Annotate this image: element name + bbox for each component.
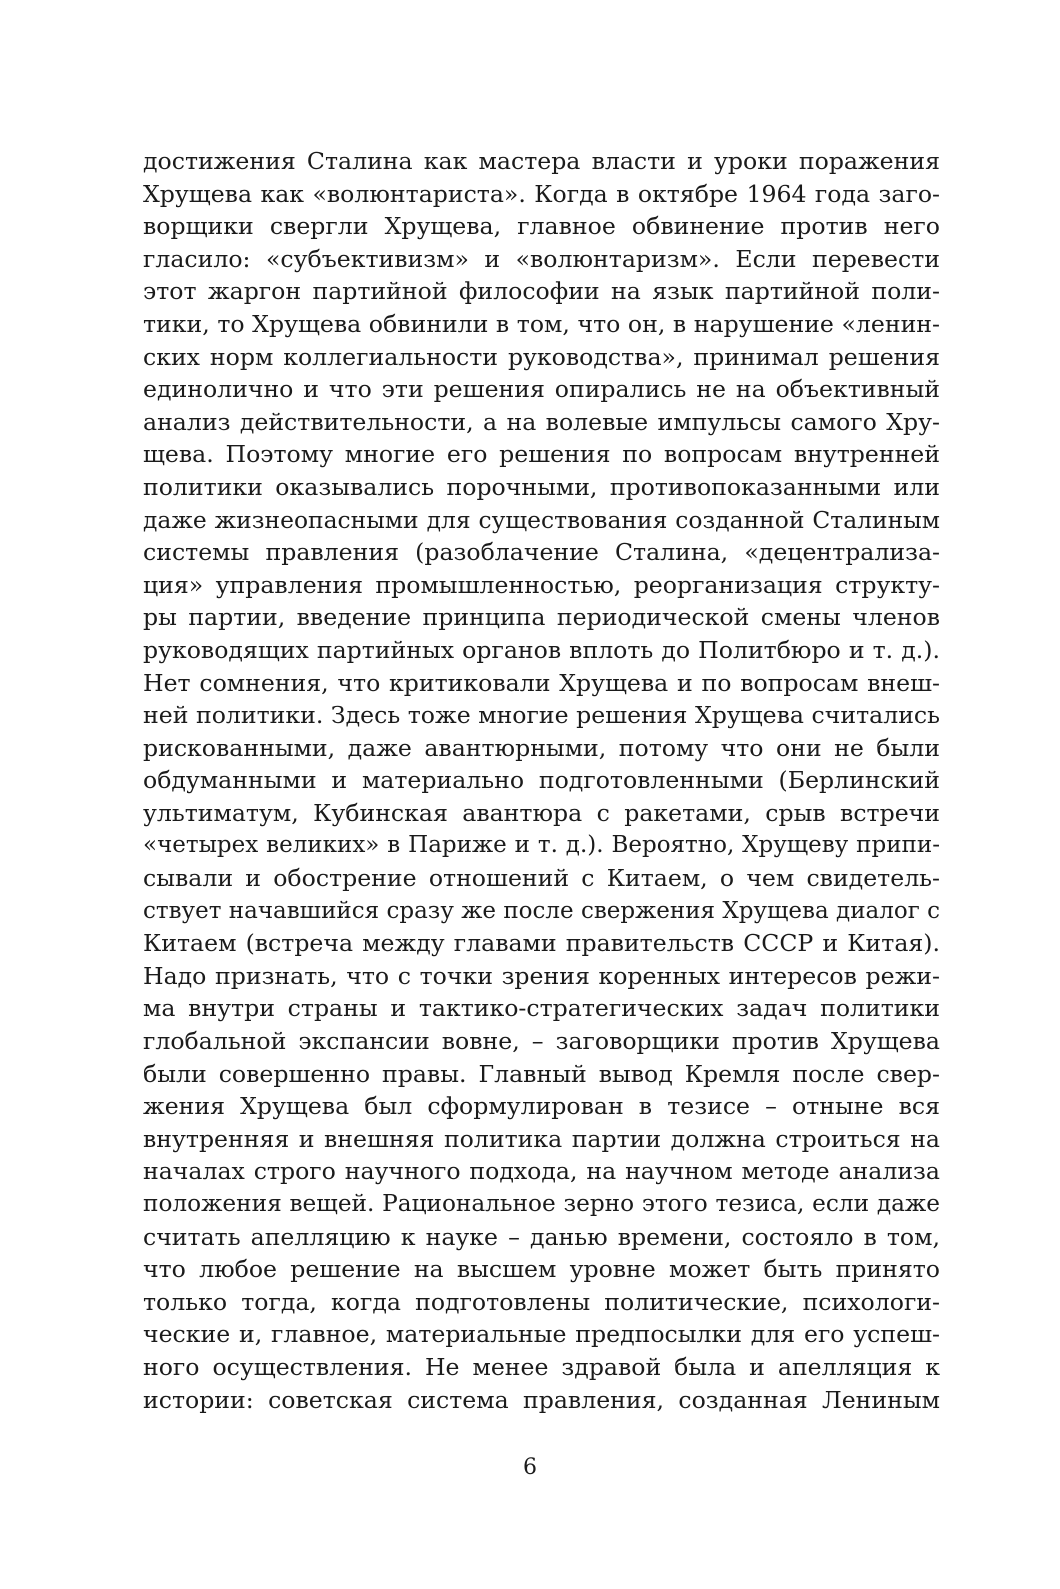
text-line: Хрущева как «волюнтариста». Когда в октябре 1964 года заго-	[143, 179, 940, 208]
text-line: щева. Поэтому многие его решения по вопросам внутренней	[143, 440, 940, 469]
text-line: Китаем (встреча между главами правительств СССР и Китая).	[143, 929, 940, 958]
text-line: гласило: «субъективизм» и «волюнтаризм». Если перевести	[143, 244, 940, 273]
text-line: политики оказывались порочными, противопоказанными или	[143, 472, 940, 501]
text-line: руководящих партийных органов вплоть до Политбюро и т. д.).	[143, 635, 940, 664]
text-line: что любое решение на высшем уровне может быть принято	[143, 1255, 940, 1284]
page-number: 6	[523, 1455, 537, 1480]
text-line: достижения Сталина как мастера власти и уроки поражения	[143, 147, 940, 175]
text-line: тики, то Хрущева обвинили в том, что он, в нарушение «ленин-	[143, 309, 940, 338]
text-line: были совершенно правы. Главный вывод Кремля после свер-	[143, 1059, 940, 1088]
text-line: системы правления (разоблачение Сталина, «децентрализа-	[143, 538, 940, 567]
page-body-text	[143, 145, 940, 1416]
text-line: жения Хрущева был сформулирован в тезисе – отныне вся	[143, 1092, 940, 1121]
text-line: считать апелляцию к науке – данью времени, состояло в том,	[143, 1222, 940, 1251]
text-line: ма внутри страны и тактико-стратегических задач политики	[143, 994, 940, 1023]
text-line: началах строго научного подхода, на научном методе анализа	[143, 1157, 940, 1186]
text-line: даже жизнеопасными для существования созданной Сталиным	[143, 505, 940, 534]
text-line: внутренняя и внешняя политика партии должна строиться на	[143, 1124, 940, 1153]
text-line: ческие и, главное, материальные предпосылки для его успеш-	[143, 1320, 940, 1349]
text-line: рискованными, даже авантюрными, потому что они не были	[143, 733, 940, 762]
text-line: ры партии, введение принципа периодической смены членов	[143, 603, 940, 632]
text-line: единолично и что эти решения опирались не на объективный	[143, 375, 940, 404]
text-line: только тогда, когда подготовлены политические, психологи-	[143, 1287, 940, 1316]
text-line: анализ действительности, а на волевые импульсы самого Хру-	[143, 407, 940, 436]
text-line: ней политики. Здесь тоже многие решения Хрущева считались	[143, 701, 940, 730]
text-line: ворщики свергли Хрущева, главное обвинение против него	[143, 212, 940, 241]
text-line: этот жаргон партийной философии на язык партийной поли-	[143, 277, 940, 306]
text-line: истории: советская система правления, созданная Лениным	[143, 1385, 940, 1414]
text-line: положения вещей. Рациональное зерно этого тезиса, если даже	[143, 1190, 940, 1217]
text-line: сывали и обострение отношений с Китаем, о чем свидетель-	[143, 864, 940, 893]
text-line: ских норм коллегиальности руководства», принимал решения	[143, 342, 940, 371]
text-line: «четырех великих» в Париже и т. д.). Вероятно, Хрущеву припи-	[143, 832, 940, 859]
text-line: Надо признать, что с точки зрения коренных интересов режи-	[143, 961, 940, 990]
text-line: глобальной экспансии вовне, – заговорщики против Хрущева	[143, 1027, 940, 1056]
text-line: ного осуществления. Не менее здравой была и апелляция к	[143, 1352, 940, 1381]
text-line: ультиматум, Кубинская авантюра с ракетами, срыв встречи	[143, 798, 940, 827]
text-line: Нет сомнения, что критиковали Хрущева и по вопросам внеш-	[143, 668, 940, 697]
text-line: ция» управления промышленностью, реорганизация структу-	[143, 570, 940, 599]
text-line: ствует начавшийся сразу же после свержения Хрущева диалог с	[143, 897, 940, 924]
text-line: обдуманными и материально подготовленными (Берлинский	[143, 766, 940, 795]
